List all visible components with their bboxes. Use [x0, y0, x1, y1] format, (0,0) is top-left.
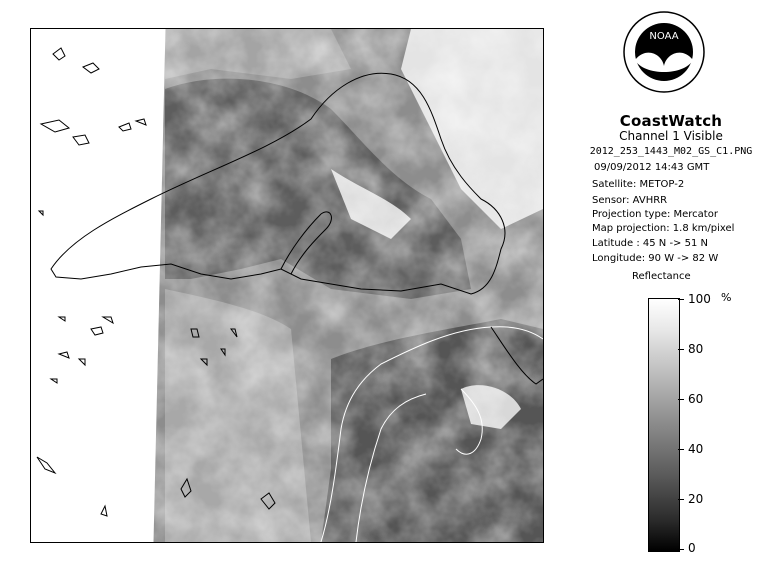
colorbar-tick: [678, 549, 684, 550]
projection-type-label: Projection type: Mercator: [592, 209, 718, 220]
noaa-logo: [622, 10, 706, 94]
colorbar-tick-label: 0: [688, 541, 696, 555]
longitude-label: Longitude: 90 W -> 82 W: [592, 253, 719, 264]
sensor-label: Sensor: AVHRR: [592, 195, 668, 206]
noaa-logo-text: NOAA: [649, 31, 679, 42]
colorbar-tick: [678, 399, 684, 400]
filename-label: 2012_253_1443_M02_GS_C1.PNG: [589, 146, 753, 157]
latitude-label: Latitude : 45 N -> 51 N: [592, 238, 708, 249]
colorbar-tick-label: 80: [688, 342, 704, 356]
colorbar-tick: [678, 499, 684, 500]
map-projection-label: Map projection: 1.8 km/pixel: [592, 223, 735, 234]
colorbar-tick: [678, 349, 684, 350]
colorbar-tick-label: 60: [688, 392, 704, 406]
channel-label: Channel 1 Visible: [619, 129, 723, 143]
reflectance-colorbar: [648, 298, 680, 552]
brand-title: CoastWatch: [619, 112, 723, 130]
legend-unit: %: [721, 291, 732, 304]
colorbar-tick-label: 40: [688, 442, 704, 456]
datetime-label: 09/09/2012 14:43 GMT: [594, 162, 710, 173]
colorbar-tick-label: 20: [688, 492, 704, 506]
satellite-image-panel: [30, 28, 544, 543]
colorbar-tick-label: 100: [688, 292, 711, 306]
colorbar-tick: [678, 449, 684, 450]
legend-title: Reflectance: [632, 271, 691, 282]
colorbar-tick: [678, 299, 684, 300]
satellite-image: [31, 29, 543, 542]
satellite-label: Satellite: METOP-2: [592, 179, 685, 190]
